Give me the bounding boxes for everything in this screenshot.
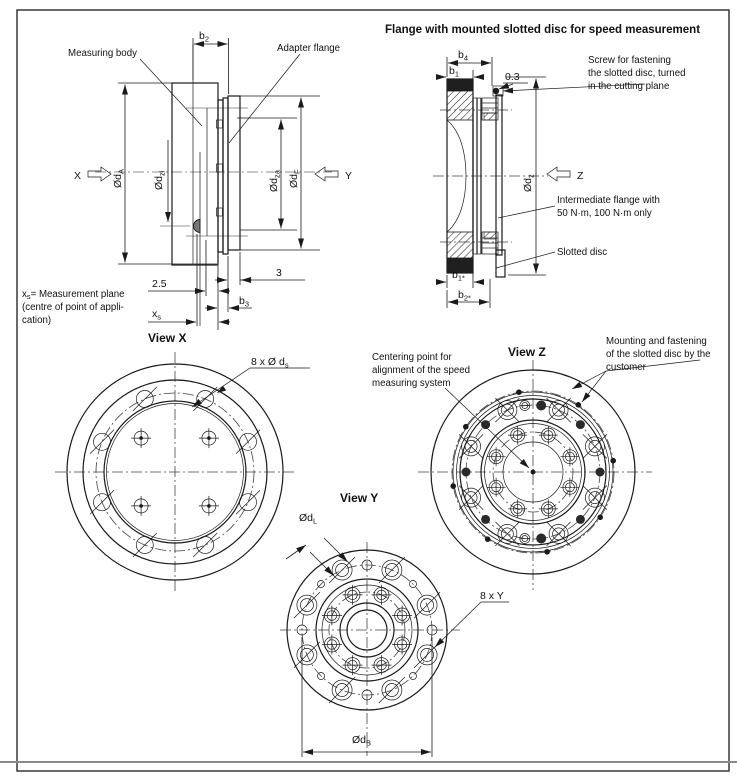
centering-point bbox=[531, 470, 536, 475]
svg-text:customer: customer bbox=[606, 362, 646, 373]
svg-text:xs= Measurement plane: $x_s=$ Measurement plane bbox=[22, 289, 125, 301]
dim-0-3: 0.3 bbox=[505, 71, 520, 83]
fastening-screw bbox=[493, 88, 499, 94]
svg-text:(centre of point of appli-: (centre of point of appli- bbox=[22, 302, 124, 313]
svg-text:measuring system: measuring system bbox=[372, 378, 451, 389]
dim-b3: $b_3$ bbox=[239, 295, 250, 309]
dim-b2: $b_2$ bbox=[199, 30, 210, 44]
view-y-title: View Y bbox=[340, 491, 379, 505]
svg-text:the slotted disc, turned: the slotted disc, turned bbox=[588, 68, 686, 79]
dim-dz: $Ød_z$ bbox=[522, 174, 536, 192]
dim-dA: $Ød_A$ bbox=[112, 168, 126, 188]
drawing-title: Flange with mounted slotted disc for speed measurement bbox=[385, 24, 701, 36]
svg-text:of the slotted disc by the: of the slotted disc by the bbox=[606, 349, 711, 360]
dim-b1-star: $b_{1*}$ bbox=[452, 269, 465, 283]
svg-text:50 N·m, 100 N·m only: 50 N·m, 100 N·m only bbox=[557, 208, 652, 219]
view-arrow-x-label: X bbox=[74, 170, 82, 182]
svg-text:in the cutting plane: in the cutting plane bbox=[588, 81, 670, 92]
svg-text:Mounting and fastening: Mounting and fastening bbox=[606, 336, 707, 347]
svg-text:Centering point for: Centering point for bbox=[372, 352, 452, 363]
view-z-title: View Z bbox=[508, 345, 546, 359]
view-arrow-y-label: Y bbox=[345, 170, 353, 182]
dim-dB: $Ød_B$ bbox=[352, 734, 372, 748]
slotted-disc-label: Slotted disc bbox=[557, 247, 608, 258]
dim-xs: $x_s$ bbox=[152, 308, 161, 322]
svg-text:Intermediate flange with: Intermediate flange with bbox=[557, 195, 660, 206]
svg-text:alignment of the speed: alignment of the speed bbox=[372, 365, 471, 376]
svg-text:Screw for fastening: Screw for fastening bbox=[588, 55, 671, 66]
dim-2-5: 2.5 bbox=[152, 278, 167, 290]
dim-dza: $Ød_{za}$ bbox=[268, 170, 282, 192]
view-arrow-z-label: Z bbox=[577, 170, 584, 182]
dim-dzi: $Ød_{zi}$ bbox=[153, 170, 167, 190]
bolt-count-label-x: 8 x Ø $d_s$ bbox=[251, 356, 289, 370]
measuring-body-label: Measuring body bbox=[68, 48, 137, 59]
view-x-title: View X bbox=[148, 331, 187, 345]
dim-b2-star: $b_{2*}$ bbox=[458, 289, 471, 303]
dim-b4: $b_4$ bbox=[458, 49, 469, 63]
dim-b1: $b_1$ bbox=[449, 65, 460, 79]
dim-dL: $Ød_L$ bbox=[299, 512, 318, 526]
svg-text:cation): cation) bbox=[22, 315, 52, 326]
adapter-flange-label: Adapter flange bbox=[277, 43, 341, 54]
bolt-count-label-y: 8 x Y bbox=[480, 590, 504, 602]
dim-dF: $Ød_F$ bbox=[288, 169, 302, 188]
dim-3: 3 bbox=[276, 267, 282, 279]
